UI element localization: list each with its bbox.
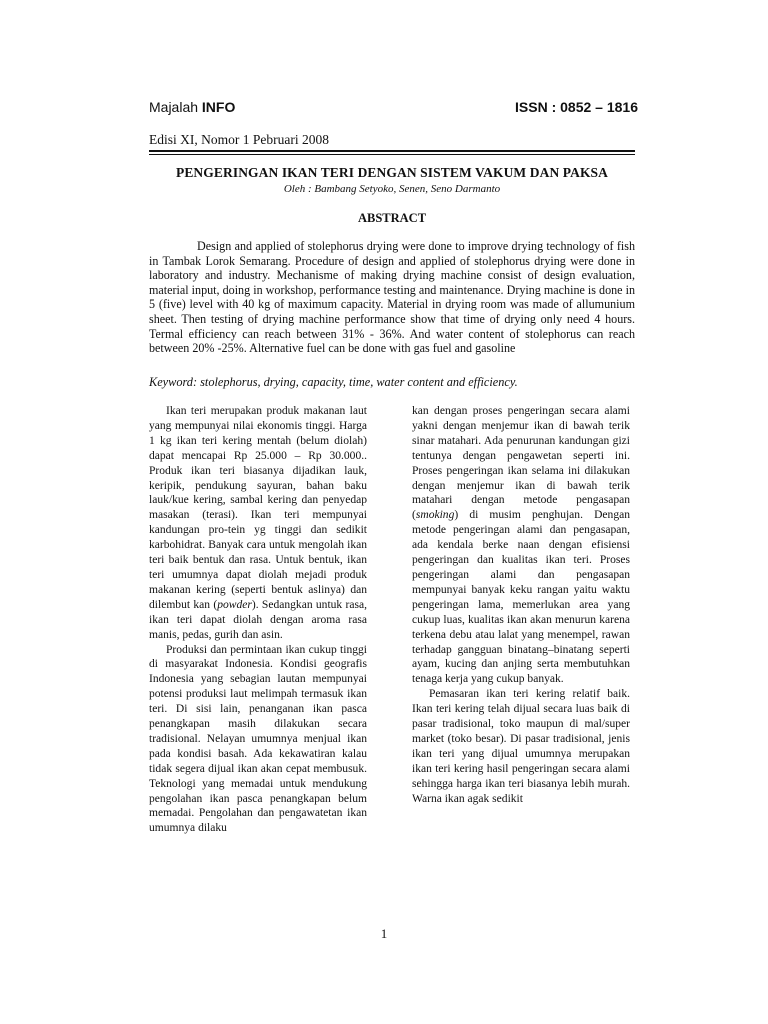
article-authors: Oleh : Bambang Setyoko, Senen, Seno Darmanto — [283, 183, 501, 195]
journal-title: INFO — [201, 99, 236, 115]
header-rule-thin — [149, 154, 635, 155]
header-rule-thick — [149, 150, 635, 152]
abstract-body — [149, 239, 635, 356]
page-number: 1 — [380, 926, 388, 941]
column-right — [412, 404, 630, 806]
text-run: Ikan teri merupakan produk makanan laut yang mempunyai nilai ekonomis tinggi. Harga 1 kg ikan teri kering mentah (belum diolah) dapat mencapai Rp 25.000 – Rp 30.000.. Produk ikan teri biasanya dijadikan lauk, keripik, pendukung sayuran, bahan baku lauk/kue kering, sambal kering dan penyedap masakan (terasi). Ikan teri mempunyai kandungan pro-tein yg tinggi dan sedikit karbohidrat. Banyak cara untuk mengolah ikan teri baik bentuk dan rasa. Untuk bentuk, ikan teri umumnya dapat diolah mejadi produk makanan kering (seperti bentuk aslinya) dan dilembut kan ( — [149, 405, 367, 611]
keywords: Keyword: stolephorus, drying, capacity, time, water content and efficiency. — [149, 375, 518, 389]
text-run: ) di musim penghujan. Dengan metode pengeringan alami dan pengasapan, ada kendala berke naan dengan efisiensi pengeringan dan kualitas ikan teri. Proses pengeringan alami dan pengasapan mempunyai banyak keku rangan yaitu waktu pengeringan lama, memerlukan area yang cukup luas, kualitas ikan akan menurun karena terkena debu atau lalat yang menempel, rawan terhadap gangguan binatang–binatang seperti ayam, kucing dan anjing serta membutuhkan tenaga kerja yang cukup banyak. — [412, 509, 630, 686]
text-run: ). Sedangkan untuk rasa, ikan teri dapat diolah dengan aroma rasa manis, pedas, gurih dan asin. — [149, 598, 368, 641]
article-title: PENGERINGAN IKAN TERI DENGAN SISTEM VAKUM DAN PAKSA — [175, 165, 609, 180]
text-run: kan dengan proses pengeringan secara alami yakni dengan menjemur ikan di bawah terik sinar matahari. Ada penurunan kandungan gizi tentunya dengan pengawetan seperti ini. Proses pengeringan ikan selama ini dilakukan dengan menjemur ikan di bawah terik matahari dengan metode pengasapan ( — [412, 405, 630, 522]
column-left — [149, 404, 367, 836]
edition-line: Edisi XI, Nomor 1 Pebruari 2008 — [149, 132, 329, 147]
abstract-heading: ABSTRACT — [357, 211, 427, 225]
paragraph: Produksi dan permintaan ikan cukup tinggi di masyarakat Indonesia. Kondisi geografis Indonesia yang sebagian lautan mempunyai potensi produksi laut melimpah termasuk ikan teri. Di sisi lain, penanganan ikan pasca penangkapan masih dilakukan secara tradisional. Nelayan umumnya menjual ikan pada kondisi basah. Ada kekawatiran kalau tidak segera dijual ikan akan cepat membusuk. Teknologi yang memadai untuk mendukung pengolahan ikan pasca penangkapan belum memadai. Pengolahan dan pengawatetan ikan umumnya dilaku — [149, 643, 367, 835]
italic-term: smoking — [415, 509, 455, 522]
abstract-text: Design and applied of stolephorus drying were done to improve drying technology of fish in Tambak Lorok Semarang. Procedure of design and applied of stolephorus drying were done in laboratory and industry. Mechanisme of making drying machine consist of design evaluation, material input, doing in workshop, performance testing and maintenance. Drying machine is done in 5 (five) level with 40 kg of maximum capacity. Material in drying room was made of allumunium sheet. Then testing of drying machine performance show that time of drying only need 4 hours. Termal efficiency can reach between 31% - 36%. And water content of stolephorus can reach between 20% -25%. Alternative fuel can be done with gas fuel and gasoline — [149, 239, 635, 356]
paragraph — [412, 404, 630, 687]
italic-term: powder — [217, 598, 252, 611]
paragraph — [149, 404, 367, 643]
journal-prefix: Majalah — [149, 99, 199, 115]
issn: ISSN : 0852 – 1816 — [515, 99, 638, 115]
paragraph: Pemasaran ikan teri kering relatif baik. Ikan teri kering telah dijual secara luas baik di pasar tradisional, toko maupun di mal/super market (toko besar). Di pasar tradisional, jenis ikan teri yang dijual umumnya merupakan ikan teri kering hasil pengeringan secara alami sehingga harga ikan teri biasanya lebih murah. Warna ikan agak sedikit — [412, 688, 630, 805]
journal-name — [149, 99, 235, 115]
